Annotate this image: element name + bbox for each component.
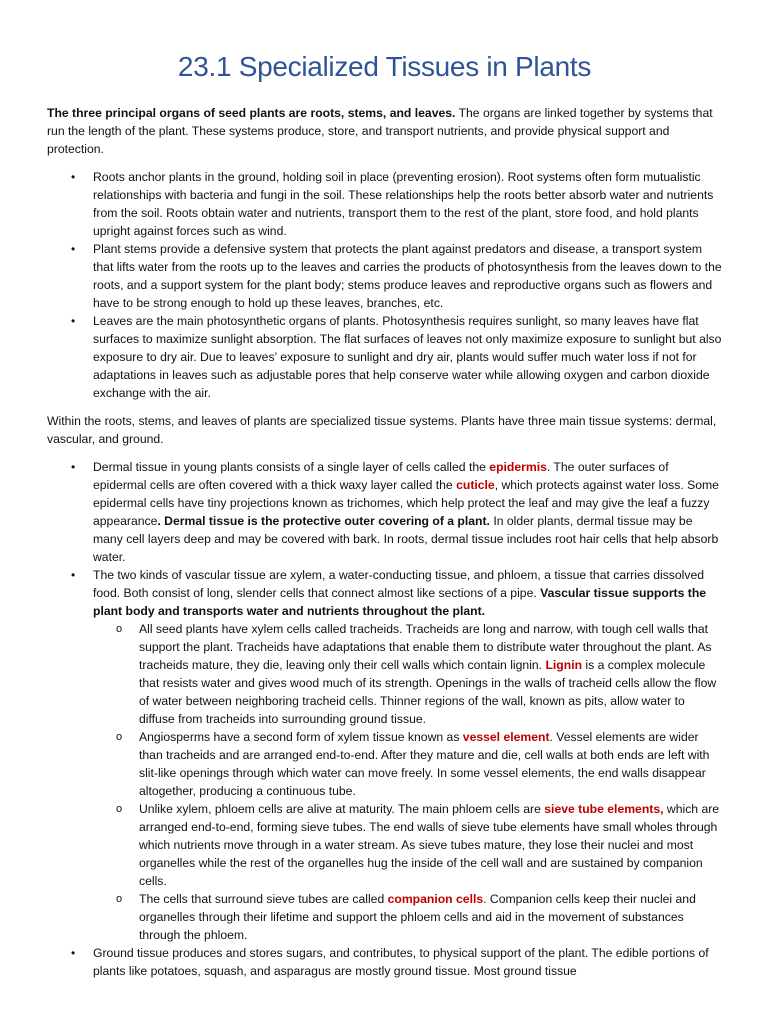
sublist-item-vessel bbox=[93, 728, 722, 800]
bullet-icon: • bbox=[71, 242, 76, 256]
roots-text: Roots anchor plants in the ground, holding soil in place (preventing erosion). Root systems often form mutualistic relationships with bacteria and fungi in the soil. These relationships help the roots better absorb water and nutrients from the soil. Roots obtain water and nutrients, transport them to the rest of the plant, store food, and hold plants upright against forces such as wind. bbox=[93, 170, 714, 238]
sub-bullet-icon: o bbox=[116, 623, 123, 635]
list-item-roots bbox=[47, 168, 722, 240]
systems-intro-paragraph: Within the roots, stems, and leaves of plants are specialized tissue systems. Plants have three main tissue systems: dermal, vascular, and ground. bbox=[47, 414, 717, 446]
term-sieve-tube-elements: sieve tube elements, bbox=[544, 802, 664, 816]
sublist-item-companion bbox=[93, 890, 722, 944]
list-item-stems bbox=[47, 240, 722, 312]
intro-lead: The three principal organs of seed plants are roots, stems, and leaves. bbox=[47, 106, 456, 120]
term-epidermis: epidermis bbox=[489, 460, 547, 474]
tissue-systems-list bbox=[47, 458, 722, 980]
vascular-text: The two kinds of vascular tissue are xylem, a water-conducting tissue, and phloem, a tissue that carries dissolved food. Both consist of long, slender cells that connect almost like sections of a pipe. bbox=[93, 568, 705, 600]
term-vessel-element: vessel element bbox=[462, 730, 550, 744]
bullet-icon: • bbox=[71, 170, 76, 184]
vascular-key-sentence: Vascular tissue supports the plant body and transports water and nutrients throughout the plant. bbox=[93, 586, 707, 618]
tracheids-text-1: All seed plants have xylem cells called tracheids. Tracheids are long and narrow, with tough cell walls that support the plant. Tracheids have adaptations that enable them to distribute water throughout the plant. As tracheids mature, they die, leaving only their cell walls which contain lignin. bbox=[139, 622, 712, 672]
intro-rest: The organs are linked together by systems that run the length of the plant. These systems produce, store, and transport nutrients, and provide physical support and protection. bbox=[47, 106, 713, 156]
bullet-icon: • bbox=[71, 314, 76, 328]
vessel-text-1: Angiosperms have a second form of xylem tissue known as bbox=[139, 730, 463, 744]
term-companion-cells: companion cells bbox=[387, 892, 484, 906]
list-item-leaves bbox=[47, 312, 722, 402]
vessel-text-2: . Vessel elements are wider than tracheids and are arranged end-to-end. After they mature and die, cell walls at both ends are left with slit-like openings through which water can move freely. In some vessel elements, the end walls disappear altogether, producing a continuous tube. bbox=[139, 730, 710, 798]
sublist-item-sieve bbox=[93, 800, 722, 890]
companion-text-2: . Companion cells keep their nuclei and organelles through their lifetime and support the phloem cells and aid in the movement of substances through the phloem. bbox=[139, 892, 696, 942]
bullet-icon: • bbox=[71, 568, 76, 582]
companion-text-1: The cells that surround sieve tubes are called bbox=[139, 892, 388, 906]
list-item-vascular bbox=[47, 566, 722, 944]
list-item-ground bbox=[47, 944, 722, 980]
sub-bullet-icon: o bbox=[116, 803, 123, 815]
bullet-icon: • bbox=[71, 460, 76, 474]
leaves-text: Leaves are the main photosynthetic organs of plants. Photosynthesis requires sunlight, so many leaves have flat surfaces to maximize sunlight absorption. The flat surfaces of leaves not only maximize exposure to sunlight but also exposure to dry air. Due to leaves’ exposure to sunlight and dry air, plants would suffer much water loss if not for adaptations in leaves such as adjustable pores that help conserve water while allowing oxygen and carbon dioxide exchange with the air. bbox=[93, 314, 722, 400]
bullet-icon: • bbox=[71, 946, 76, 960]
page-title: 23.1 Specialized Tissues in Plants bbox=[177, 51, 592, 82]
dermal-text-4: In older plants, dermal tissue may be many cell layers deep and may be covered with bark. In roots, dermal tissue includes root hair cells that help absorb water. bbox=[93, 514, 719, 564]
intro-paragraph bbox=[47, 104, 722, 158]
ground-text: Ground tissue produces and stores sugars, and contributes, to physical support of the plant. The edible portions of plants like potatoes, squash, and asparagus are mostly ground tissue. Most ground tissue bbox=[93, 946, 709, 978]
organs-list bbox=[47, 168, 722, 402]
dermal-key-sentence: . Dermal tissue is the protective outer covering of a plant. bbox=[157, 514, 490, 528]
stems-text: Plant stems provide a defensive system that protects the plant against predators and disease, a transport system that lifts water from the roots up to the leaves and carries the products of photosynthesis from the leaves down to the roots, and a support system for the plant body; stems produce leaves and reproductive organs such as flowers and have to be strong enough to hold up these leaves, branches, etc. bbox=[93, 242, 722, 310]
dermal-text-1: Dermal tissue in young plants consists of a single layer of cells called the bbox=[93, 460, 490, 474]
sublist-item-tracheids bbox=[93, 620, 722, 728]
dermal-text-3: , which protects against water loss. Some epidermal cells have tiny projections known as trichomes, which help protect the leaf and may give the leaf a fuzzy appearance bbox=[93, 478, 719, 528]
sub-bullet-icon: o bbox=[116, 893, 123, 905]
vascular-sublist bbox=[93, 620, 722, 944]
sieve-text-1: Unlike xylem, phloem cells are alive at maturity. The main phloem cells are bbox=[139, 802, 545, 816]
dermal-text-2: . The outer surfaces of epidermal cells are often covered with a thick waxy layer called the bbox=[93, 460, 669, 492]
sieve-text-2: which are arranged end-to-end, forming sieve tubes. The end walls of sieve tube elements have small wholes through which nutrients move through in a water stream. As sieve tubes mature, they lose their nuclei and most organelles while the rest of the organelles hug the inside of the cell wall and are sustained by companion cells. bbox=[139, 802, 720, 888]
tracheids-text-2: is a complex molecule that resists water and gives wood much of its strength. Openings in the walls of tracheid cells allow the flow of water between neighboring tracheid cells. Thinner regions of the wall, known as pits, allow water to diffuse from tracheids into surrounding ground tissue. bbox=[139, 658, 717, 726]
sub-bullet-icon: o bbox=[116, 731, 123, 743]
list-item-dermal bbox=[47, 458, 722, 566]
term-lignin: Lignin bbox=[545, 658, 583, 672]
term-cuticle: cuticle bbox=[456, 478, 495, 492]
